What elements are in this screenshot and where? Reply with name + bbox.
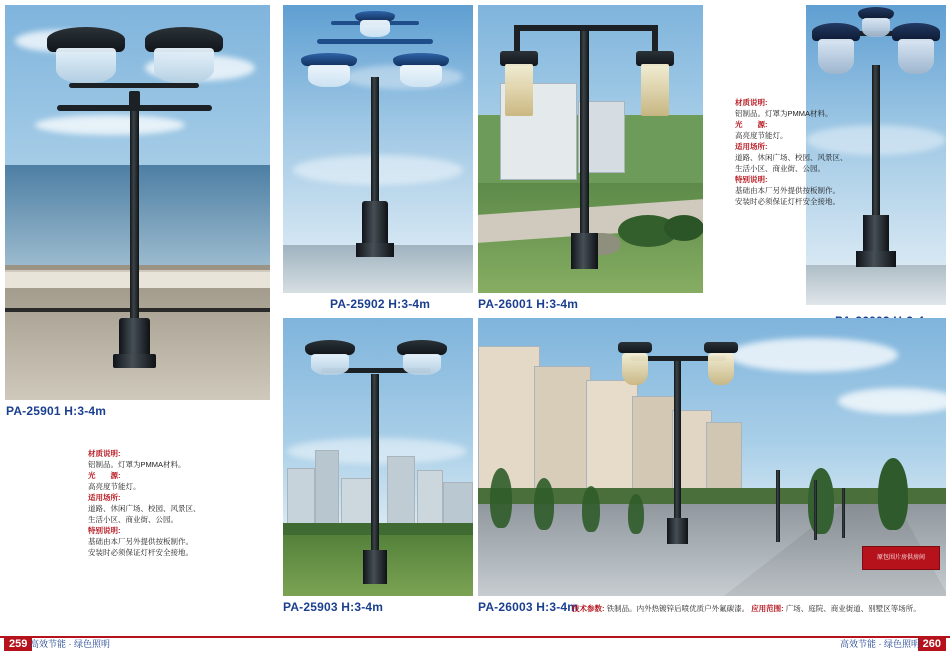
lamp-base (667, 518, 688, 544)
page-number-right: 260 (918, 637, 946, 651)
street-lamp-pole-far (842, 488, 845, 538)
lamp-head-left (301, 53, 357, 87)
lamp-head-right (704, 342, 738, 386)
footer-text-right: 高效节能 · 绿色照明 (840, 639, 920, 649)
lamp-base (863, 215, 889, 255)
lamp-crossarm (514, 25, 658, 31)
spec-left-note-1: 基础由本厂另外提供按板制作。 (88, 537, 193, 546)
param-value-technical: 铁制品。内外热镀锌后喷优质户外氟碳漆。 (606, 604, 750, 613)
param-key-technical: 技术参数: (572, 604, 605, 613)
tree (534, 478, 554, 530)
caption-pa-25902: PA-25902 H:3-4m (330, 297, 431, 311)
lamp-head-top (858, 7, 894, 37)
spec-left-note-2: 安装时必须保证灯杆安全接地。 (88, 548, 193, 557)
lamp-base-plinth (356, 243, 394, 257)
lamp-base (571, 233, 598, 269)
caption-pa-26001: PA-26001 H:3-4m (478, 297, 579, 311)
spec-right-usage-1: 道路、休闲广场、校园、风景区、 (735, 153, 848, 162)
lamp-base-plinth (113, 354, 156, 368)
lamp-crossarm (317, 39, 433, 44)
lamp-head-left (812, 23, 860, 75)
tree (490, 468, 512, 528)
spec-left-usage-1: 道路、休闲广场、校园、风景区、 (88, 504, 201, 513)
lamp-head-right (636, 51, 674, 117)
lamp-base (363, 550, 387, 584)
caption-pa-26003: PA-26003 H:3-4m (478, 600, 579, 614)
spec-left-title-usage: 适用场所: (88, 493, 121, 502)
lamp-pole (580, 29, 589, 244)
spec-right-note-1: 基础由本厂另外提供按板制作。 (735, 186, 840, 195)
caption-pa-25903: PA-25903 H:3-4m (283, 600, 384, 614)
building (387, 456, 415, 530)
lamp-head-left (305, 340, 355, 374)
technical-parameters-line (572, 603, 921, 614)
page-number-left: 259 (4, 637, 32, 651)
spec-right-title-usage: 适用场所: (735, 142, 768, 151)
spec-left-title-material: 材质说明: (88, 449, 121, 458)
residential-building (586, 380, 638, 500)
tree (628, 494, 644, 534)
lamp-pole (674, 360, 681, 535)
spec-right-material: 铝制品。灯罩为PMMA材料。 (735, 109, 833, 118)
spec-right-title-material: 材质说明: (735, 98, 768, 107)
product-photo-pa-25903 (283, 318, 473, 596)
lamp-pole (371, 374, 379, 564)
param-key-application: 应用范围: (751, 604, 784, 613)
tree (878, 458, 908, 530)
spec-left-material: 铝制品。灯罩为PMMA材料。 (88, 460, 186, 469)
lamp-head-right (397, 340, 447, 374)
product-photo-pa-26003 (478, 318, 946, 596)
lamp-head-left (500, 51, 538, 117)
spec-right-title-note: 特别说明: (735, 175, 768, 184)
caption-pa-25901: PA-25901 H:3-4m (6, 404, 107, 418)
product-photo-pa-26001 (478, 5, 703, 293)
spec-left-title-note: 特别说明: (88, 526, 121, 535)
lamp-head-right (393, 53, 449, 87)
lamp-head-left (618, 342, 652, 386)
spec-left-usage-2: 生活小区、商业街、公园。 (88, 515, 178, 524)
spec-block-right (735, 97, 885, 207)
spec-right-source: 高亮度节能灯。 (735, 131, 788, 140)
building (287, 468, 315, 530)
spec-right-note-2: 安装时必须保证灯杆安全接地。 (735, 197, 840, 206)
lamp-base (119, 318, 150, 358)
product-photo-pa-25901 (5, 5, 270, 400)
shrub (664, 215, 703, 241)
spec-left-source: 高亮度节能灯。 (88, 482, 141, 491)
street-lamp-pole-far (814, 480, 817, 540)
lamp-scroll (69, 83, 199, 88)
lamp-pole (130, 110, 139, 325)
footer-text-left: 高效节能 · 绿色照明 (30, 639, 110, 649)
lamp-base-plinth (856, 251, 896, 267)
param-value-application: 广场、庭院、商业街道、别墅区等场所。 (785, 604, 921, 613)
residential-building (478, 346, 540, 498)
cloud (35, 115, 185, 135)
product-photo-pa-25902 (283, 5, 473, 293)
lamp-head-right (145, 27, 223, 83)
building (315, 450, 339, 530)
tree (808, 468, 834, 534)
ground (806, 265, 946, 305)
cloud (838, 388, 946, 414)
lamp-head-top (355, 11, 395, 37)
street-lamp-pole-far (776, 470, 780, 542)
spec-right-usage-2: 生活小区、商业街、公园。 (735, 164, 825, 173)
lamp-head-left (47, 27, 125, 83)
cloud (728, 338, 898, 372)
roadside-billboard: 原包围片房供房间 (862, 546, 940, 570)
lamp-head-right (892, 23, 940, 75)
tree (582, 486, 600, 532)
spec-left-title-source: 光 源: (88, 471, 121, 480)
building (417, 470, 443, 530)
lamp-base (362, 201, 388, 247)
spec-block-left (88, 448, 238, 558)
spec-right-title-source: 光 源: (735, 120, 768, 129)
lamp-knuckle (129, 91, 140, 107)
